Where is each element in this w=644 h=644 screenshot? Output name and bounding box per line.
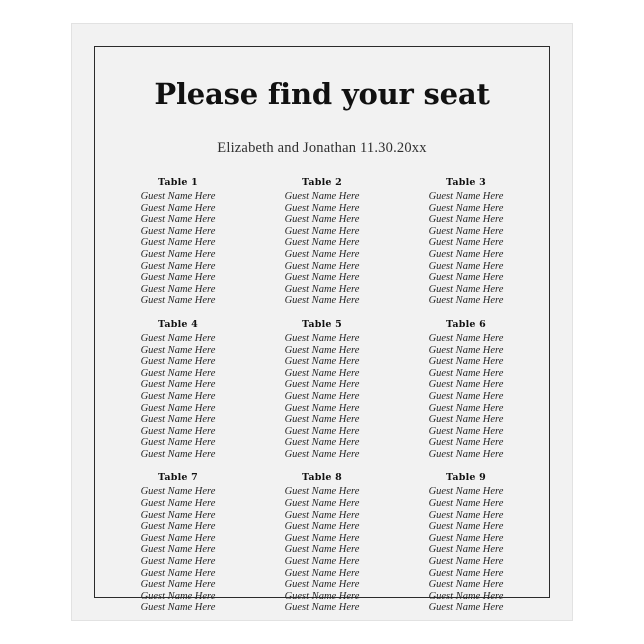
guest-name: Guest Name Here bbox=[140, 567, 216, 579]
guest-name: Guest Name Here bbox=[428, 390, 504, 402]
guest-name: Guest Name Here bbox=[284, 332, 360, 344]
guest-name: Guest Name Here bbox=[284, 437, 360, 449]
table-block bbox=[394, 177, 538, 307]
guest-name: Guest Name Here bbox=[140, 486, 216, 498]
table-block bbox=[250, 319, 394, 461]
table-row bbox=[106, 472, 538, 614]
guest-name: Guest Name Here bbox=[140, 414, 216, 426]
guest-name: Guest Name Here bbox=[284, 590, 360, 602]
table-block bbox=[250, 472, 394, 614]
guest-name: Guest Name Here bbox=[140, 379, 216, 391]
guest-name: Guest Name Here bbox=[140, 579, 216, 591]
guest-name: Guest Name Here bbox=[284, 390, 360, 402]
guest-name: Guest Name Here bbox=[140, 602, 216, 614]
table-block bbox=[106, 319, 250, 461]
guest-name: Guest Name Here bbox=[284, 414, 360, 426]
guest-name: Guest Name Here bbox=[284, 248, 360, 260]
guest-name: Guest Name Here bbox=[428, 448, 504, 460]
guest-name: Guest Name Here bbox=[140, 390, 216, 402]
guest-name: Guest Name Here bbox=[284, 214, 360, 226]
couple-names-and-date: Elizabeth and Jonathan 11.30.20xx bbox=[217, 140, 427, 156]
guest-name: Guest Name Here bbox=[284, 295, 360, 307]
seating-chart-poster bbox=[72, 24, 572, 620]
guest-name: Guest Name Here bbox=[428, 414, 504, 426]
guest-name: Guest Name Here bbox=[428, 498, 504, 510]
guest-name: Guest Name Here bbox=[428, 356, 504, 368]
guest-name: Guest Name Here bbox=[284, 367, 360, 379]
guest-name: Guest Name Here bbox=[428, 367, 504, 379]
guest-name: Guest Name Here bbox=[140, 191, 216, 202]
table-block bbox=[394, 319, 538, 461]
guest-name: Guest Name Here bbox=[428, 202, 504, 214]
guest-name: Guest Name Here bbox=[428, 509, 504, 521]
table-name: Table 7 bbox=[158, 472, 198, 484]
guest-name: Guest Name Here bbox=[284, 425, 360, 437]
guest-name: Guest Name Here bbox=[428, 344, 504, 356]
guest-name: Guest Name Here bbox=[140, 532, 216, 544]
table-block bbox=[106, 472, 250, 614]
guest-name: Guest Name Here bbox=[428, 402, 504, 414]
guest-name: Guest Name Here bbox=[284, 486, 360, 498]
guest-name: Guest Name Here bbox=[428, 486, 504, 498]
guest-name: Guest Name Here bbox=[428, 590, 504, 602]
guest-name: Guest Name Here bbox=[284, 509, 360, 521]
table-row bbox=[106, 319, 538, 461]
guest-name: Guest Name Here bbox=[140, 272, 216, 284]
guest-name: Guest Name Here bbox=[428, 237, 504, 249]
guest-name: Guest Name Here bbox=[284, 356, 360, 368]
table-name: Table 6 bbox=[446, 318, 486, 330]
guest-name: Guest Name Here bbox=[140, 448, 216, 460]
guest-name: Guest Name Here bbox=[140, 356, 216, 368]
guest-name: Guest Name Here bbox=[428, 544, 504, 556]
table-block bbox=[106, 177, 250, 307]
guest-name: Guest Name Here bbox=[140, 344, 216, 356]
table-name: Table 8 bbox=[302, 472, 342, 484]
guest-name: Guest Name Here bbox=[140, 283, 216, 295]
table-name: Table 5 bbox=[302, 318, 342, 330]
guest-name: Guest Name Here bbox=[140, 260, 216, 272]
guest-name: Guest Name Here bbox=[428, 272, 504, 284]
guest-name: Guest Name Here bbox=[428, 260, 504, 272]
guest-name: Guest Name Here bbox=[428, 567, 504, 579]
poster-content bbox=[106, 58, 538, 614]
guest-name: Guest Name Here bbox=[140, 237, 216, 249]
guest-name: Guest Name Here bbox=[140, 402, 216, 414]
guest-name: Guest Name Here bbox=[284, 579, 360, 591]
table-name: Table 4 bbox=[158, 318, 198, 330]
table-block bbox=[250, 177, 394, 307]
page-title: Please find your seat bbox=[154, 77, 490, 111]
guest-name: Guest Name Here bbox=[428, 225, 504, 237]
guest-name: Guest Name Here bbox=[284, 402, 360, 414]
guest-name: Guest Name Here bbox=[284, 191, 360, 202]
guest-name: Guest Name Here bbox=[428, 379, 504, 391]
guest-name: Guest Name Here bbox=[428, 332, 504, 344]
table-grid bbox=[106, 173, 538, 626]
guest-name: Guest Name Here bbox=[428, 579, 504, 591]
guest-name: Guest Name Here bbox=[428, 248, 504, 260]
guest-name: Guest Name Here bbox=[428, 295, 504, 307]
guest-name: Guest Name Here bbox=[140, 498, 216, 510]
guest-name: Guest Name Here bbox=[284, 556, 360, 568]
guest-name: Guest Name Here bbox=[140, 544, 216, 556]
guest-name: Guest Name Here bbox=[140, 225, 216, 237]
guest-name: Guest Name Here bbox=[428, 191, 504, 202]
guest-name: Guest Name Here bbox=[140, 295, 216, 307]
guest-name: Guest Name Here bbox=[140, 590, 216, 602]
table-row bbox=[106, 177, 538, 307]
guest-name: Guest Name Here bbox=[284, 532, 360, 544]
guest-name: Guest Name Here bbox=[284, 379, 360, 391]
guest-name: Guest Name Here bbox=[284, 521, 360, 533]
guest-name: Guest Name Here bbox=[140, 248, 216, 260]
guest-name: Guest Name Here bbox=[284, 272, 360, 284]
table-block bbox=[394, 472, 538, 614]
guest-name: Guest Name Here bbox=[284, 448, 360, 460]
guest-name: Guest Name Here bbox=[284, 544, 360, 556]
guest-name: Guest Name Here bbox=[140, 437, 216, 449]
table-name: Table 1 bbox=[158, 177, 198, 188]
guest-name: Guest Name Here bbox=[428, 214, 504, 226]
guest-name: Guest Name Here bbox=[428, 521, 504, 533]
guest-name: Guest Name Here bbox=[284, 225, 360, 237]
guest-name: Guest Name Here bbox=[284, 567, 360, 579]
guest-name: Guest Name Here bbox=[284, 344, 360, 356]
guest-name: Guest Name Here bbox=[428, 602, 504, 614]
guest-name: Guest Name Here bbox=[140, 202, 216, 214]
table-name: Table 2 bbox=[302, 177, 342, 188]
guest-name: Guest Name Here bbox=[140, 332, 216, 344]
guest-name: Guest Name Here bbox=[284, 260, 360, 272]
guest-name: Guest Name Here bbox=[140, 214, 216, 226]
guest-name: Guest Name Here bbox=[428, 425, 504, 437]
guest-name: Guest Name Here bbox=[140, 367, 216, 379]
guest-name: Guest Name Here bbox=[284, 498, 360, 510]
guest-name: Guest Name Here bbox=[428, 437, 504, 449]
guest-name: Guest Name Here bbox=[284, 602, 360, 614]
guest-name: Guest Name Here bbox=[284, 283, 360, 295]
guest-name: Guest Name Here bbox=[428, 556, 504, 568]
guest-name: Guest Name Here bbox=[428, 532, 504, 544]
guest-name: Guest Name Here bbox=[140, 556, 216, 568]
table-name: Table 3 bbox=[446, 177, 486, 188]
guest-name: Guest Name Here bbox=[140, 509, 216, 521]
guest-name: Guest Name Here bbox=[284, 237, 360, 249]
guest-name: Guest Name Here bbox=[284, 202, 360, 214]
guest-name: Guest Name Here bbox=[140, 425, 216, 437]
table-name: Table 9 bbox=[446, 472, 486, 484]
guest-name: Guest Name Here bbox=[140, 521, 216, 533]
guest-name: Guest Name Here bbox=[428, 283, 504, 295]
